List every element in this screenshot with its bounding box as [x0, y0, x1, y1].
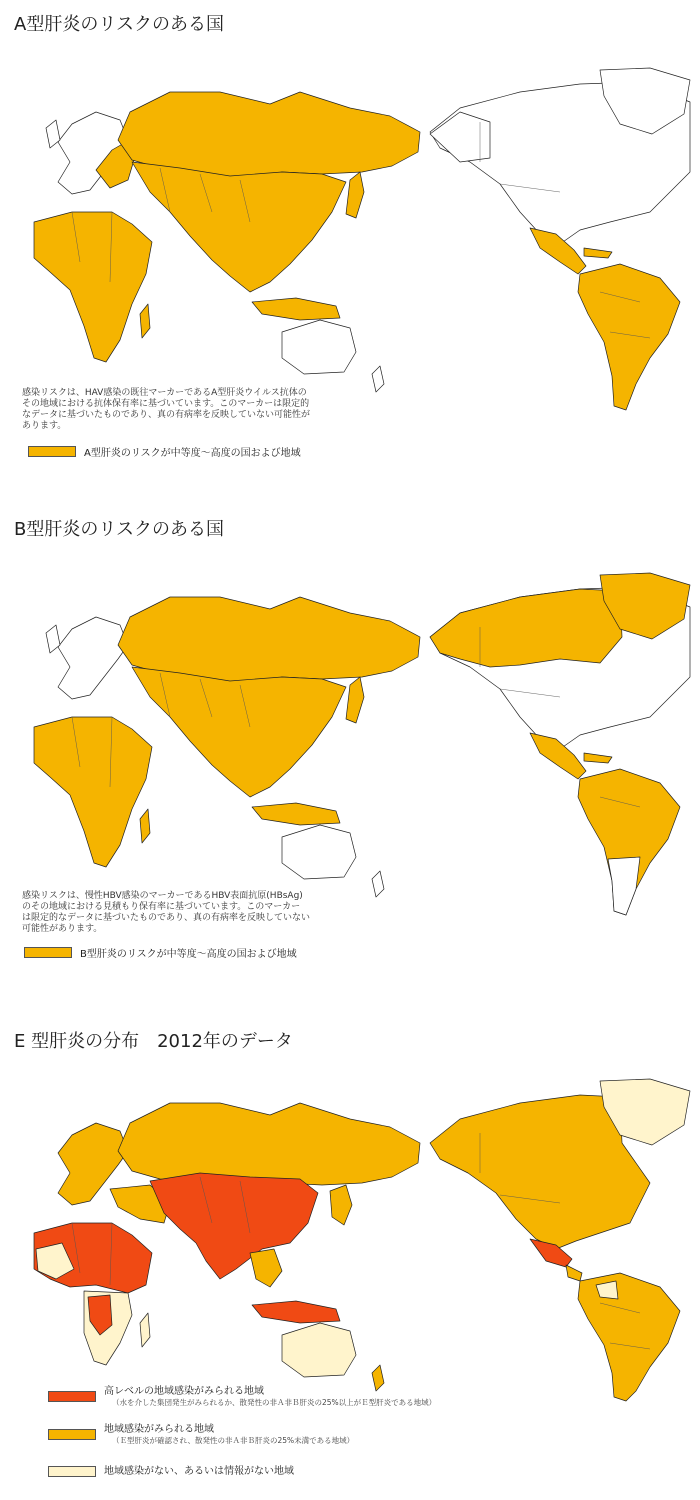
- hepatitis-a-note-line: あります。: [22, 421, 67, 431]
- legend-swatch-red: [48, 1391, 96, 1402]
- map-b-asia: [132, 667, 346, 797]
- hepatitis-a-legend-label: A型肝炎のリスクが中等度〜高度の国および地域: [84, 448, 301, 459]
- map-a-madagascar: [140, 304, 150, 338]
- hepatitis-e-world-map: [0, 1073, 700, 1403]
- map-b-new-zealand: [372, 871, 384, 897]
- legend-swatch-cream: [48, 1466, 96, 1477]
- hepatitis-e-legend-label: 高レベルの地域感染がみられる地域: [104, 1386, 264, 1397]
- hepatitis-b-world-map: [0, 567, 700, 927]
- hepatitis-b-note-line: 感染リスクは、慢性HBV感染のマーカーであるHBV表面抗原(HBsAg): [22, 891, 303, 901]
- map-b-uk: [46, 625, 60, 653]
- map-b-japan: [346, 677, 364, 723]
- hepatitis-a-title: A型肝炎のリスクのある国: [14, 14, 224, 35]
- hepatitis-e-legend-sublabel: （水を介した集団発生がみられるか、散発性の非Ａ非Ｂ肝炎の25%以上がＥ型肝炎である地域）: [112, 1398, 437, 1407]
- map-e-south-america: [578, 1273, 680, 1401]
- hepatitis-a-legend: [28, 444, 301, 459]
- map-a-new-zealand: [372, 366, 384, 392]
- map-e-korea-japan: [330, 1185, 352, 1225]
- hepatitis-e-legend-sublabel: （Ｅ型肝炎が確認され、散発性の非Ａ非Ｂ肝炎の25%未満である地域）: [112, 1436, 355, 1445]
- hepatitis-e-title: E 型肝炎の分布 2012年のデータ: [14, 1031, 293, 1052]
- map-a-japan: [346, 172, 364, 218]
- hepatitis-b-title: B型肝炎のリスクのある国: [14, 519, 224, 540]
- map-b-africa: [34, 717, 152, 867]
- map-b-europe: [58, 617, 128, 699]
- hepatitis-e-legend-high: [48, 1385, 436, 1408]
- hepatitis-e-legend-none: [48, 1465, 294, 1478]
- hepatitis-b-note: [22, 891, 310, 935]
- map-b-caribbean: [584, 753, 612, 763]
- hepatitis-e-legend-label: 地域感染がみられる地域: [104, 1424, 214, 1435]
- map-b-australia: [282, 825, 356, 879]
- map-b-southern-cone: [608, 857, 640, 915]
- map-e-central-asia-china: [150, 1173, 318, 1279]
- hepatitis-a-note-line: 感染リスクは、HAV感染の既往マーカーであるA型肝炎ウイルス抗体の: [22, 388, 307, 398]
- map-a-indonesia: [252, 298, 340, 320]
- hepatitis-b-note-line: のその地域における見積もり保有率に基づいています。このマーカー: [22, 902, 301, 912]
- map-a-caribbean: [584, 248, 612, 258]
- hepatitis-b-note-line: は限定的なデータに基づいたものであり、真の有病率を反映していない: [22, 913, 311, 923]
- hepatitis-a-note: [22, 388, 310, 432]
- hepatitis-b-legend: [24, 945, 297, 960]
- hepatitis-e-legend-moderate: [48, 1423, 354, 1446]
- legend-swatch-orange: [48, 1429, 96, 1440]
- map-e-indonesia: [252, 1301, 340, 1323]
- map-a-asia: [132, 162, 346, 292]
- map-a-south-america: [578, 264, 680, 410]
- map-b-canada-north: [430, 589, 622, 667]
- hepatitis-e-legend-label: 地域感染がない、あるいは情報がない地域: [104, 1466, 294, 1477]
- map-b-madagascar: [140, 809, 150, 843]
- map-a-uk: [46, 120, 60, 148]
- hepatitis-b-section: [0, 505, 700, 1005]
- map-a-africa: [34, 212, 152, 362]
- map-e-australia: [282, 1323, 356, 1377]
- hepatitis-e-section: [0, 1015, 700, 1500]
- hepatitis-b-legend-label: B型肝炎のリスクが中等度〜高度の国および地域: [80, 949, 297, 960]
- map-e-central-america: [566, 1265, 582, 1281]
- map-e-southeast-asia: [250, 1249, 282, 1287]
- map-a-alaska: [430, 112, 490, 162]
- legend-swatch-orange: [28, 446, 76, 457]
- map-b-indonesia: [252, 803, 340, 825]
- hepatitis-a-note-line: なデータに基づいたものであり、真の有病率を反映していない可能性が: [22, 410, 311, 420]
- hepatitis-a-world-map: [0, 62, 700, 422]
- map-e-madagascar: [140, 1313, 150, 1347]
- legend-swatch-orange: [24, 947, 72, 958]
- hepatitis-b-note-line: 可能性があります。: [22, 924, 103, 934]
- hepatitis-a-note-line: その地域における抗体保有率に基づいています。このマーカーは限定的: [22, 399, 310, 409]
- map-a-australia: [282, 320, 356, 374]
- hepatitis-a-section: [0, 0, 700, 500]
